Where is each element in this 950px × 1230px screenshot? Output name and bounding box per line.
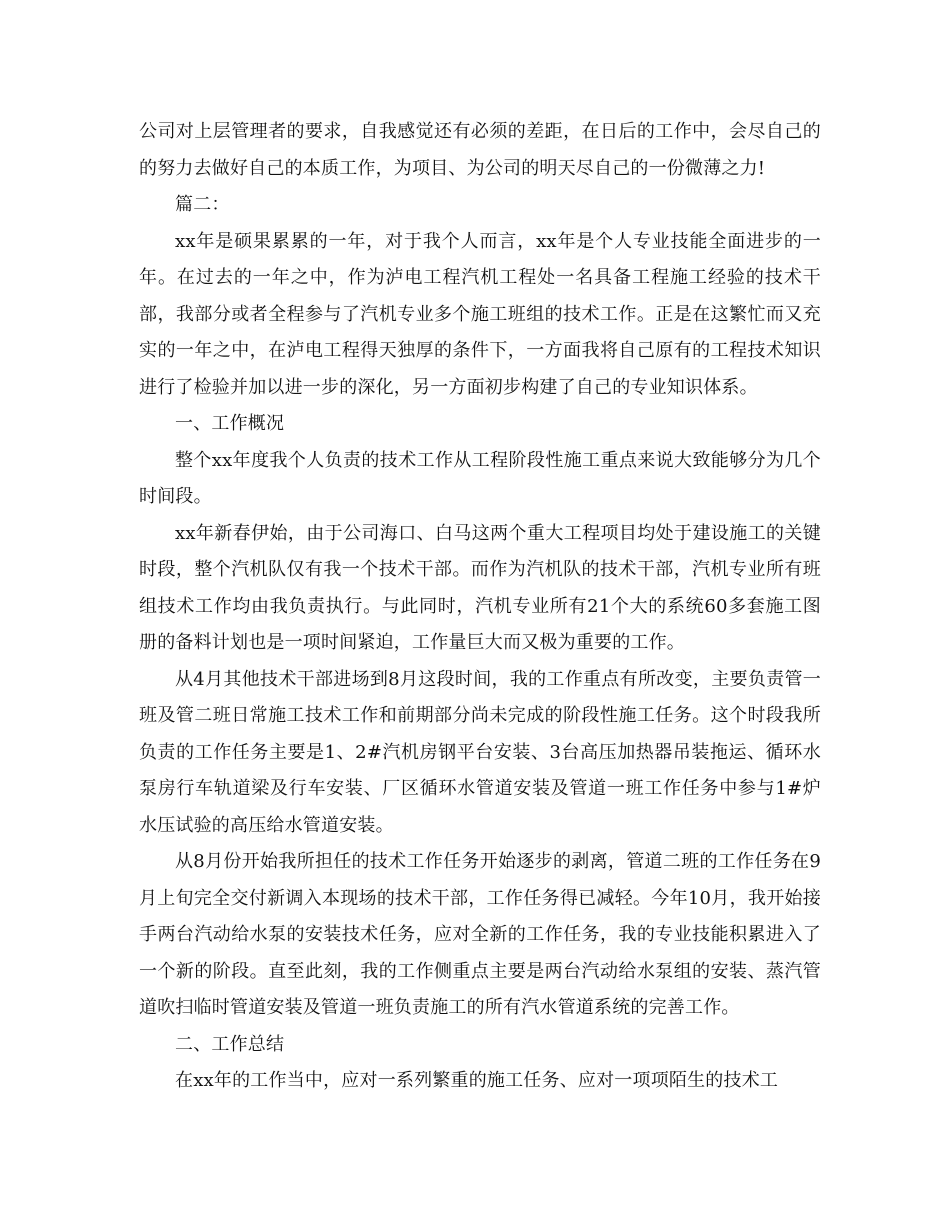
paragraph-intro: xx年是硕果累累的一年，对于我个人而言，xx年是个人专业技能全面进步的一年。在过去的一年之中，作为泸电工程汽机工程处一名具备工程施工经验的技术干部，我部分或者全程参与了汽机专业多个施工班组的技术工作。正是在这繁忙而又充实的一年之中，在泸电工程得天独厚的条件下，一方面我将自己原有的工程技术知识进行了检验并加以进一步的深化，另一方面初步构建了自己的专业知识体系。 <box>139 230 821 398</box>
paragraph-april-august: 从4月其他技术干部进场到8月这段时间，我的工作重点有所改变，主要负责管一班及管二班日常施工技术工作和前期部分尚未完成的阶段性施工任务。这个时段我所负责的工作任务主要是1、2#汽机房钢平台安装、3台高压加热器吊装拖运、循环水泵房行车轨道梁及行车安装、厂区循环水管道安装及管道一班工作任务中参与1#炉水压试验的高压给水管道安装。 <box>139 668 821 836</box>
section-label-part-two: 篇二： <box>175 194 230 215</box>
paragraph-summary-start: 在xx年的工作当中，应对一系列繁重的施工任务、应对一项项陌生的技术工 <box>175 1070 779 1091</box>
document-body <box>139 114 821 1100</box>
paragraph-august-onward: 从8月份开始我所担任的技术工作任务开始逐步的剥离，管道二班的工作任务在9月上旬完全交付新调入本现场的技术干部，工作任务得已减轻。今年10月，我开始接手两台汽动给水泵的安装技术任务，应对全新的工作任务，我的专业技能积累进入了一个新的阶段。直至此刻，我的工作侧重点主要是两台汽动给水泵组的安装、蒸汽管道吹扫临时管道安装及管道一班负责施工的所有汽水管道系统的完善工作。 <box>139 851 821 1018</box>
paragraph-continuation: 公司对上层管理者的要求，自我感觉还有必须的差距，在日后的工作中，会尽自己的的努力去做好自己的本质工作，为项目、为公司的明天尽自己的一份微薄之力! <box>139 121 821 179</box>
heading-work-summary: 二、工作总结 <box>175 1033 285 1055</box>
heading-work-overview: 一、工作概况 <box>175 413 285 434</box>
paragraph-overview: 整个xx年度我个人负责的技术工作从工程阶段性施工重点来说大致能够分为几个时间段。 <box>139 449 821 507</box>
paragraph-new-year: xx年新春伊始，由于公司海口、白马这两个重大工程项目均处于建设施工的关键时段，整个汽机队仅有我一个技术干部。而作为汽机队的技术干部，汽机专业所有班组技术工作均由我负责执行。与此同时，汽机专业所有21个大的系统60多套施工图册的备料计划也是一项时间紧迫，工作量巨大而又极为重要的工作。 <box>139 522 821 653</box>
